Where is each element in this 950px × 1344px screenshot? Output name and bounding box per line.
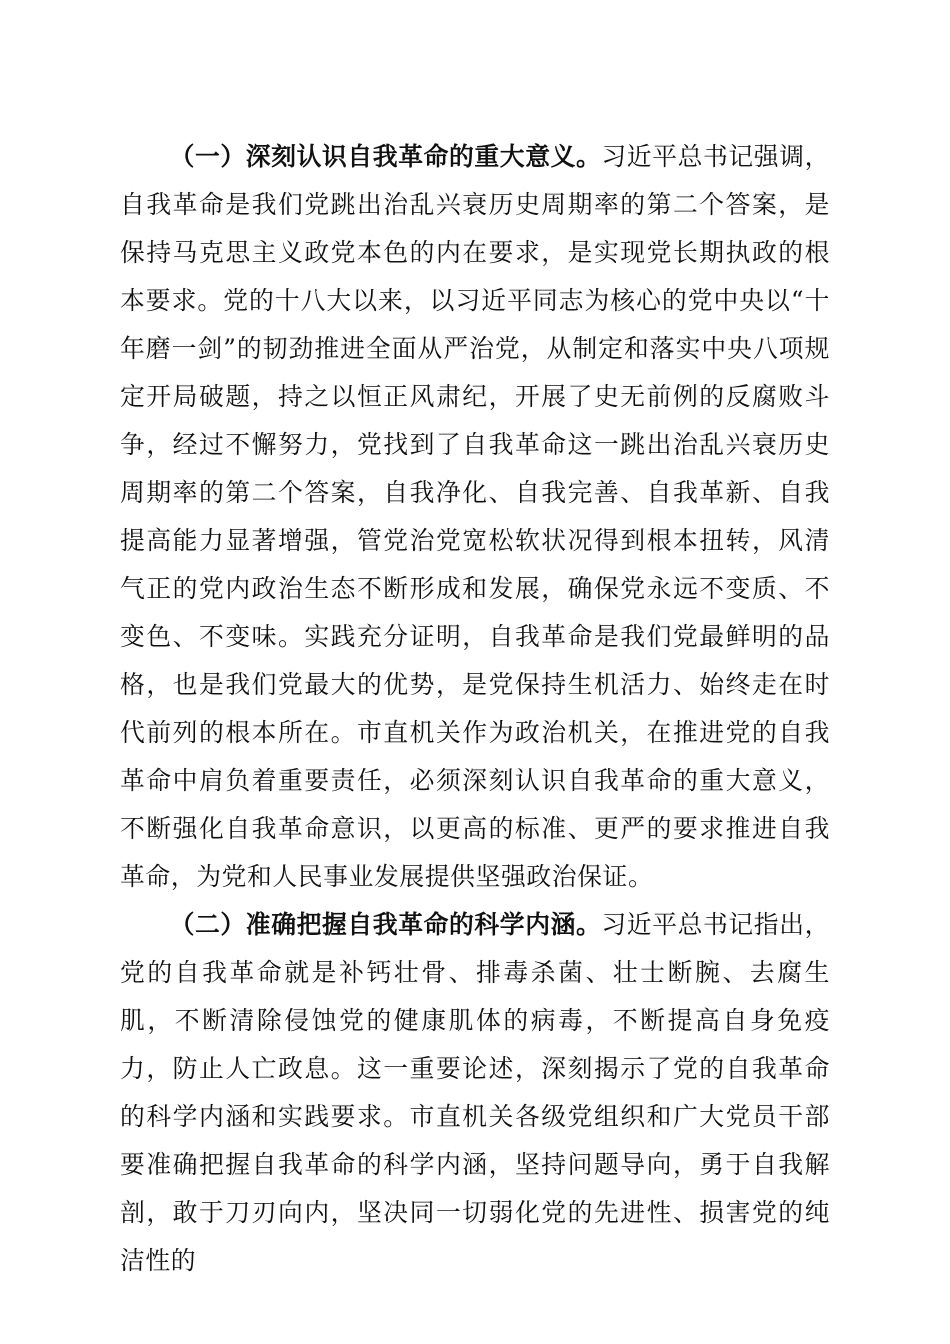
paragraph-connotation — [120, 901, 830, 1285]
section-heading-significance: （一）深刻认识自我革命的重大意义。 — [169, 142, 602, 171]
paragraph-text-significance: 习近平总书记强调，自我革命是我们党跳出治乱兴衰历史周期率的第二个答案，是保持马克思主义政党本色的内在要求，是实现党长期执政的根本要求。党的十八大以来，以习近平同志为核心的党中央以“十年磨一剑”的韧劲推进全面从严治党，从制定和落实中央八项规定开局破题，持之以恒正风肃纪，开展了史无前例的反腐败斗争，经过不懈努力，党找到了自我革命这一跳出治乱兴衰历史周期率的第二个答案，自我净化、自我完善、自我革新、自我提高能力显著增强，管党治党宽松软状况得到根本扭转，风清气正的党内政治生态不断形成和发展，确保党永远不变质、不变色、不变味。实践充分证明，自我革命是我们党最鲜明的品格，也是我们党最大的优势，是党保持生机活力、始终走在时代前列的根本所在。市直机关作为政治机关，在推进党的自我革命中肩负着重要责任，必须深刻认识自我革命的重大意义，不断强化自我革命意识，以更高的标准、更严的要求推进自我革命，为党和人民事业发展提供坚强政治保证。 — [120, 142, 831, 891]
paragraph-text-connotation: 习近平总书记指出，党的自我革命就是补钙壮骨、排毒杀菌、壮士断腕、去腐生肌，不断清除侵蚀党的健康肌体的病毒，不断提高自身免疫力，防止人亡政息。这一重要论述，深刻揭示了党的自我革命的科学内涵和实践要求。市直机关各级党组织和广大党员干部要准确把握自我革命的科学内涵，坚持问题导向，勇于自我解剖，敢于刀刃向内，坚决同一切弱化党的先进性、损害党的纯洁性的 — [120, 910, 831, 1275]
document-body — [120, 133, 830, 1285]
paragraph-significance — [120, 133, 830, 901]
section-heading-connotation: （二）准确把握自我革命的科学内涵。 — [169, 910, 602, 939]
